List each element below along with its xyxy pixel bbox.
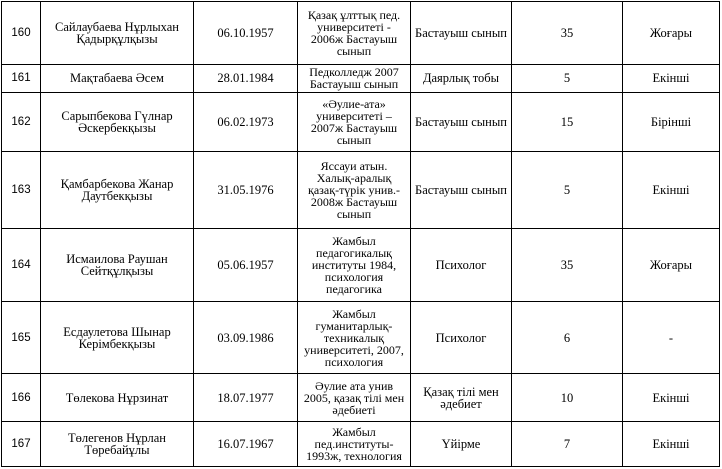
birth-date: 05.06.1957 [194, 229, 298, 301]
table-row [2, 421, 720, 466]
category: Екінші [623, 65, 720, 92]
education: Жамбыл пед.институты- 1993ж, технология [298, 421, 411, 466]
row-number: 164 [2, 229, 41, 301]
row-number: 166 [2, 374, 41, 421]
employee-name: Қамбарбекова Жанар Даутбекқызы [41, 151, 194, 229]
position: Даярлық тобы [411, 65, 512, 92]
row-number: 162 [2, 92, 41, 151]
table-row [2, 92, 720, 151]
position: Бастауыш сынып [411, 151, 512, 229]
position: Психолог [411, 301, 512, 373]
employee-name: Мақтабаева Әсем [41, 65, 194, 92]
row-number: 165 [2, 301, 41, 373]
experience-years: 15 [512, 92, 623, 151]
birth-date: 31.05.1976 [194, 151, 298, 229]
row-number: 161 [2, 65, 41, 92]
position: Психолог [411, 229, 512, 301]
birth-date: 28.01.1984 [194, 65, 298, 92]
table-row [2, 301, 720, 373]
experience-years: 35 [512, 229, 623, 301]
experience-years: 5 [512, 65, 623, 92]
birth-date: 06.02.1973 [194, 92, 298, 151]
birth-date: 16.07.1967 [194, 421, 298, 466]
education: Қазақ ұлттық пед. университеті - 2006ж Бастауыш сынып [298, 2, 411, 65]
employee-name: Төлегенов Нұрлан Төребайұлы [41, 421, 194, 466]
category: Екінші [623, 151, 720, 229]
position: Қазақ тілі мен әдебиет [411, 374, 512, 421]
education: «Әулие-ата» университеті – 2007ж Бастауыш сынып [298, 92, 411, 151]
position: Үйірме [411, 421, 512, 466]
employee-name: Исмаилова Раушан Сейтқұлқызы [41, 229, 194, 301]
experience-years: 6 [512, 301, 623, 373]
position: Бастауыш сынып [411, 92, 512, 151]
table-row [2, 65, 720, 92]
employee-name: Есдаулетова Шынар Керімбекқызы [41, 301, 194, 373]
table-row [2, 374, 720, 421]
birth-date: 03.09.1986 [194, 301, 298, 373]
position: Бастауыш сынып [411, 2, 512, 65]
category: Екінші [623, 374, 720, 421]
education: Яссауи атын. Халық-аралық қазақ-түрік унив.- 2008ж Бастауыш сынып [298, 151, 411, 229]
education: Әулие ата унив 2005, қазақ тілі мен әдебиеті [298, 374, 411, 421]
birth-date: 18.07.1977 [194, 374, 298, 421]
category: Бірінші [623, 92, 720, 151]
table-row [2, 229, 720, 301]
education: Жамбыл педагогикалық институты 1984, психология педагогика [298, 229, 411, 301]
category: Жоғары [623, 229, 720, 301]
experience-years: 5 [512, 151, 623, 229]
row-number: 167 [2, 421, 41, 466]
category: - [623, 301, 720, 373]
education: Жамбыл гуманитарлық-техникалық университеті, 2007, психология [298, 301, 411, 373]
row-number: 160 [2, 2, 41, 65]
table-row [2, 151, 720, 229]
education: Педколледж 2007 Бастауыш сынып [298, 65, 411, 92]
experience-years: 7 [512, 421, 623, 466]
employee-name: Сайлаубаева Нұрлыхан Қадырқұлқызы [41, 2, 194, 65]
experience-years: 10 [512, 374, 623, 421]
experience-years: 35 [512, 2, 623, 65]
table-row [2, 2, 720, 65]
employee-name: Төлекова Нұрзинат [41, 374, 194, 421]
category: Жоғары [623, 2, 720, 65]
birth-date: 06.10.1957 [194, 2, 298, 65]
row-number: 163 [2, 151, 41, 229]
staff-table [1, 1, 720, 467]
employee-name: Сарыпбекова Гүлнар Әскербекқызы [41, 92, 194, 151]
category: Екінші [623, 421, 720, 466]
